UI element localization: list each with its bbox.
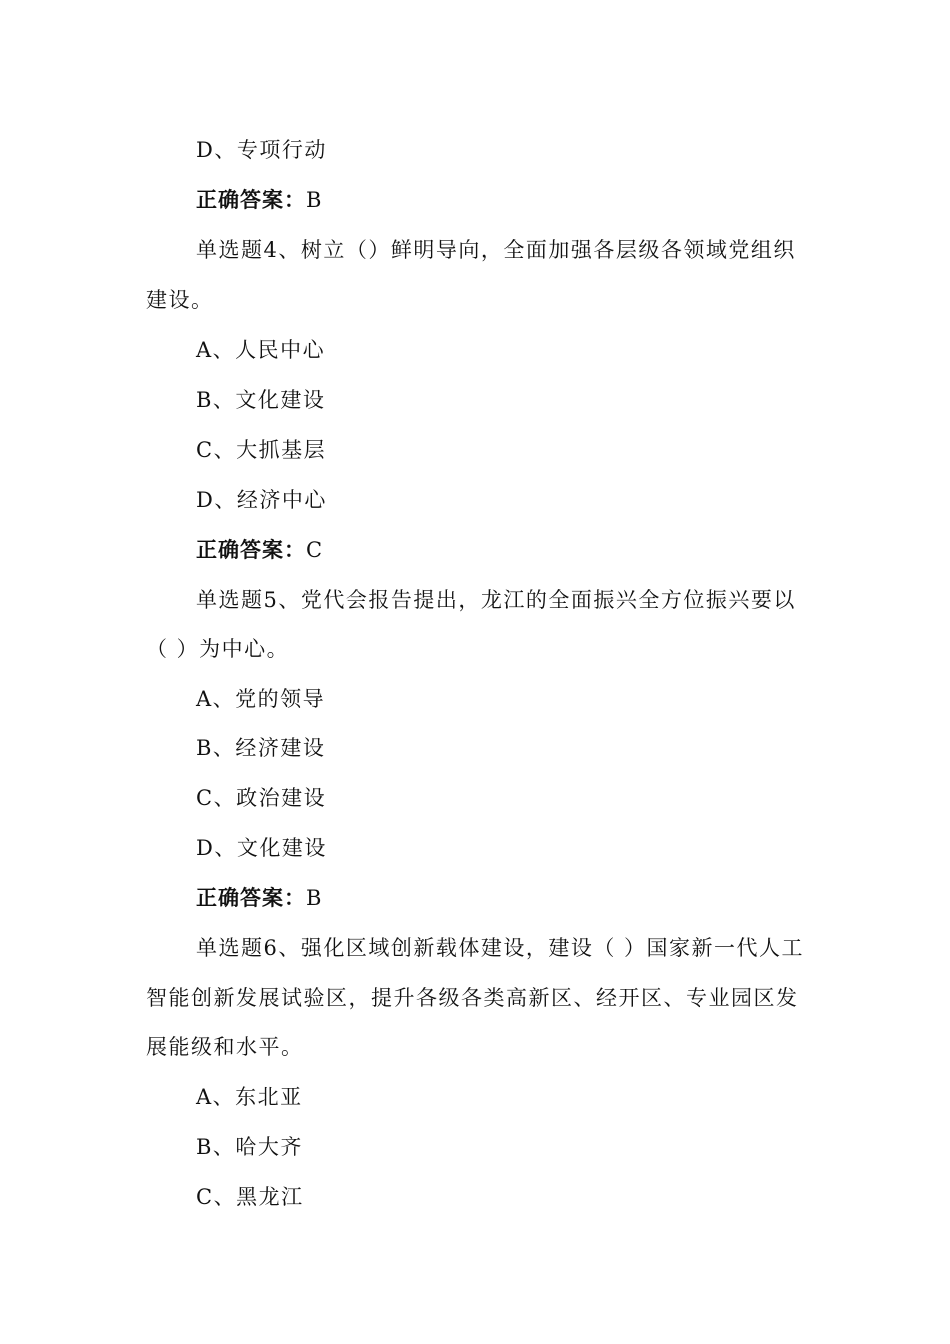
q6-option-b: B、哈大齐: [196, 1135, 303, 1159]
answer-value: B: [306, 886, 323, 910]
q4-option-c: C、大抓基层: [196, 438, 327, 462]
q4-stem-line2: 建设。: [146, 288, 214, 312]
answer-label: 正确答案：: [196, 538, 306, 562]
q5-stem-line2: （ ）为中心。: [146, 637, 290, 661]
q5-correct-answer: [196, 885, 323, 911]
answer-label: 正确答案：: [196, 886, 306, 910]
answer-value: B: [306, 188, 323, 212]
q5-option-d: D、文化建设: [196, 836, 327, 860]
q6-stem-line2: 智能创新发展试验区，提升各级各类高新区、经开区、专业园区发: [146, 986, 799, 1010]
q5-option-b: B、经济建设: [196, 736, 326, 760]
answer-value: C: [306, 538, 324, 562]
q6-stem-line3: 展能级和水平。: [146, 1035, 304, 1059]
q5-option-a: A、党的领导: [196, 687, 326, 711]
q4-stem-line1: 单选题4、树立（）鲜明导向，全面加强各层级各领域党组织: [196, 238, 796, 262]
prev-correct-answer: [196, 187, 323, 213]
prev-option-d: D、专项行动: [196, 138, 327, 162]
q6-stem-line1: 单选题6、强化区域创新载体建设，建设（ ）国家新一代人工: [196, 936, 805, 960]
q4-option-b: B、文化建设: [196, 388, 326, 412]
q4-option-d: D、经济中心: [196, 488, 327, 512]
q4-correct-answer: [196, 537, 324, 563]
q6-option-c: C、黑龙江: [196, 1185, 304, 1209]
answer-label: 正确答案：: [196, 188, 306, 212]
q5-option-c: C、政治建设: [196, 786, 327, 810]
q4-option-a: A、人民中心: [196, 338, 326, 362]
q5-stem-line1: 单选题5、党代会报告提出，龙江的全面振兴全方位振兴要以: [196, 588, 796, 612]
q6-option-a: A、东北亚: [196, 1085, 303, 1109]
